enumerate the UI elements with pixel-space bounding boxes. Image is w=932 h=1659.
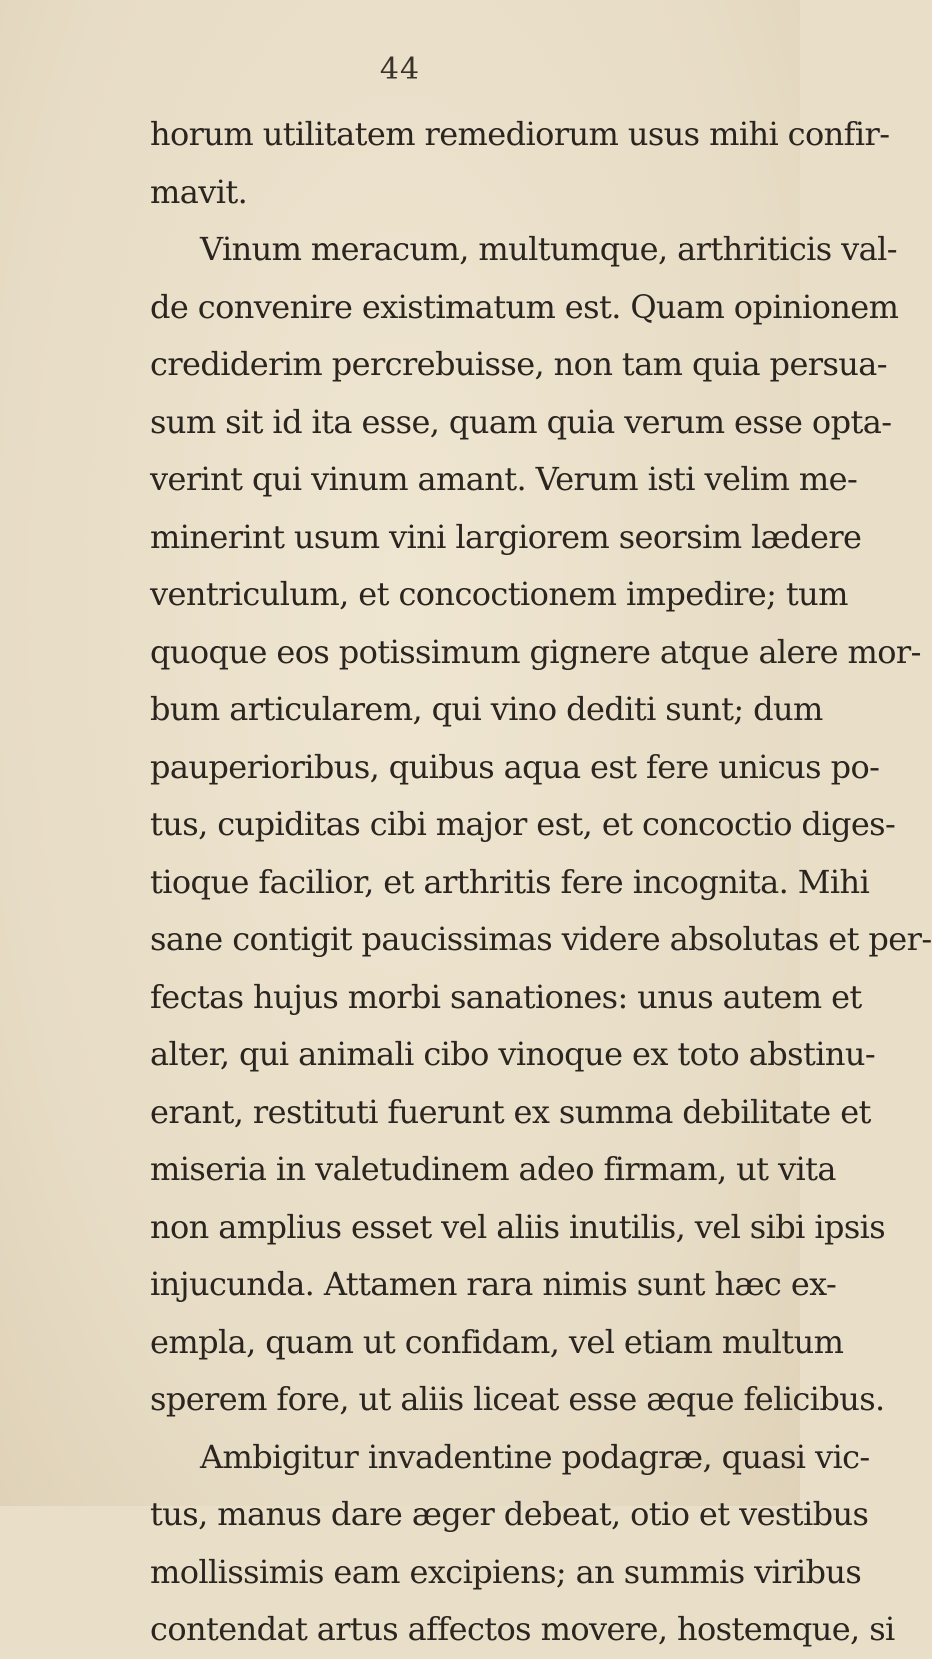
text-line: quoque eos potissimum gignere atque alere mor- bbox=[150, 632, 921, 671]
text-line: minerint usum vini largiorem seorsim lædere bbox=[150, 517, 862, 556]
text-line: empla, quam ut confidam, vel etiam multum bbox=[150, 1322, 844, 1361]
text-line: bum articularem, qui vino dediti sunt; dum bbox=[150, 690, 823, 728]
paragraph-start-line: Vinum meracum, multumque, arthriticis val- bbox=[200, 230, 897, 268]
text-line: erant, restituti fuerunt ex summa debilitate et bbox=[150, 1092, 871, 1131]
text-line: tus, cupiditas cibi major est, et concoctio diges- bbox=[150, 805, 896, 843]
paragraph-start-line: Ambigitur invadentine podagræ, quasi vic- bbox=[200, 1437, 870, 1476]
text-line: mollissimis eam excipiens; an summis viribus bbox=[150, 1552, 862, 1591]
text-line: crediderim percrebuisse, non tam quia persua- bbox=[150, 345, 888, 383]
text-line: sum sit id ita esse, quam quia verum esse opta- bbox=[150, 402, 892, 441]
text-line: miseria in valetudinem adeo firmam, ut vita bbox=[150, 1150, 836, 1188]
text-line: sperem fore, ut aliis liceat esse æque felicibus. bbox=[150, 1380, 885, 1418]
text-line: injucunda. Attamen rara nimis sunt hæc ex- bbox=[150, 1265, 837, 1303]
text-line: horum utilitatem remediorum usus mihi confir- bbox=[150, 115, 890, 153]
text-line: pauperioribus, quibus aqua est fere unicus po- bbox=[150, 747, 880, 786]
text-line: de convenire existimatum est. Quam opinionem bbox=[150, 287, 899, 326]
text-line: sane contigit paucissimas videre absolutas et per- bbox=[150, 920, 932, 958]
text-line: non amplius esset vel aliis inutilis, vel sibi ipsis bbox=[150, 1207, 886, 1246]
page-number: 44 bbox=[379, 52, 421, 87]
body-text bbox=[150, 106, 932, 1659]
text-line: contendat artus affectos movere, hostemque, si bbox=[150, 1610, 895, 1648]
text-line: mavit. bbox=[150, 172, 248, 211]
text-line: alter, qui animali cibo vinoque ex toto abstinu- bbox=[150, 1035, 876, 1073]
text-line: tus, manus dare æger debeat, otio et vestibus bbox=[150, 1495, 869, 1533]
text-line: verint qui vinum amant. Verum isti velim me- bbox=[150, 460, 858, 498]
text-line: ventriculum, et concoctionem impedire; tum bbox=[150, 575, 848, 613]
text-line: fectas hujus morbi sanationes: unus autem et bbox=[150, 977, 862, 1016]
text-line: tioque facilior, et arthritis fere incognita. Mihi bbox=[150, 862, 870, 901]
